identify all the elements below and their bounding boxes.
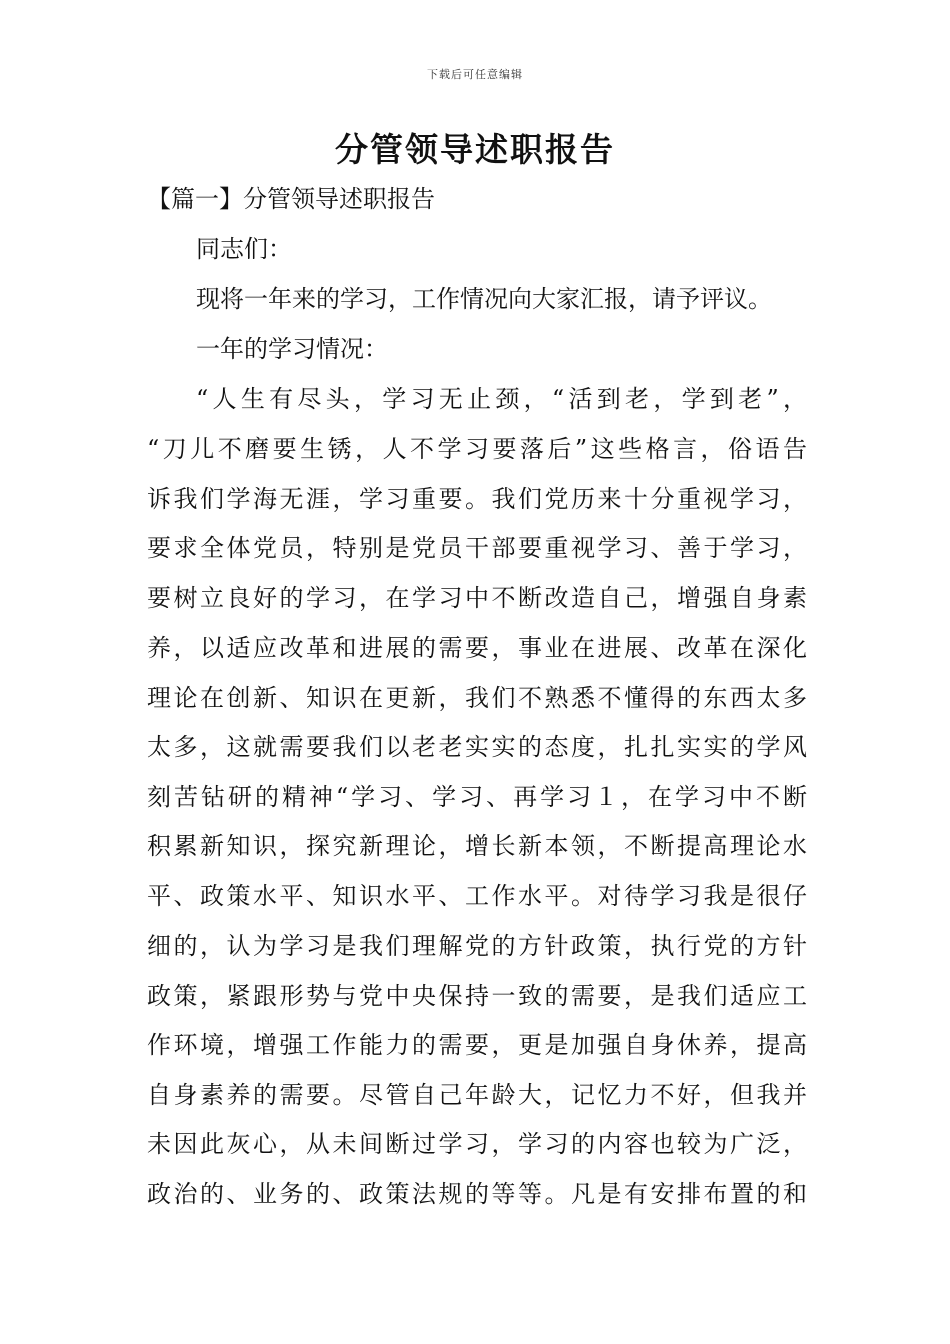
body-line: 刻苦钻研的精神“学习、学习、再学习１，在学习中不断	[147, 783, 807, 811]
body-line: 诉我们学海无涯，学习重要。我们党历来十分重视学习，	[147, 485, 807, 513]
body-line: 理论在创新、知识在更新，我们不熟悉不懂得的东西太多	[147, 684, 807, 712]
body-line: “人生有尽头，学习无止颈，“活到老，学到老”，	[196, 385, 807, 413]
body-line: 政治的、业务的、政策法规的等等。凡是有安排布置的和	[147, 1180, 807, 1208]
body-line: 太多，这就需要我们以老老实实的态度，扎扎实实的学风	[147, 733, 807, 761]
subheading: 一年的学习情况：	[196, 335, 388, 363]
body-line: 积累新知识，探究新理论，增长新本领，不断提高理论水	[147, 832, 807, 860]
document-title: 分管领导述职报告	[335, 130, 615, 169]
body-line: 要求全体党员，特别是党员干部要重视学习、善于学习，	[147, 534, 807, 562]
body-line: 自身素养的需要。尽管自己年龄大，记忆力不好，但我并	[147, 1081, 807, 1109]
body-line: 平、政策水平、知识水平、工作水平。对待学习我是很仔	[147, 882, 807, 910]
body-line: 养，以适应改革和进展的需要，事业在进展、改革在深化	[147, 634, 807, 662]
salutation: 同志们：	[196, 235, 292, 263]
body-line: 要树立良好的学习，在学习中不断改造自己，增强自身素	[147, 584, 807, 612]
body-line: 政策，紧跟形势与党中央保持一致的需要，是我们适应工	[147, 982, 807, 1010]
header-note: 下载后可任意编辑	[427, 68, 523, 81]
body-line: 作环境，增强工作能力的需要，更是加强自身休养，提高	[147, 1031, 807, 1059]
body-line: 未因此灰心，从未间断过学习，学习的内容也较为广泛，	[147, 1130, 807, 1158]
body-line: “刀儿不磨要生锈，人不学习要落后”这些格言，俗语告	[147, 435, 807, 463]
body-line: 细的，认为学习是我们理解党的方针政策，执行党的方针	[147, 932, 807, 960]
section-heading: 【篇一】分管领导述职报告	[147, 185, 435, 213]
intro-paragraph: 现将一年来的学习，工作情况向大家汇报，请予评议。	[196, 285, 772, 313]
